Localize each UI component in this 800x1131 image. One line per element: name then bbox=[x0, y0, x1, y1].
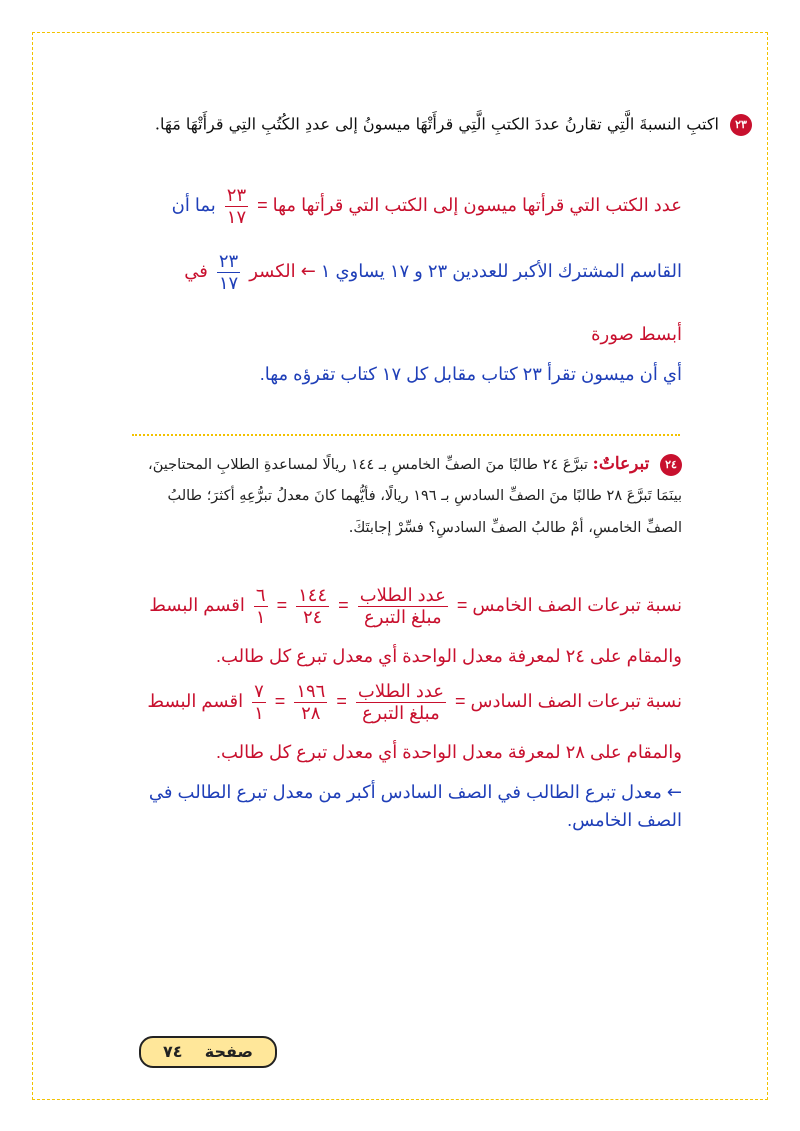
q23-line2-fraction bbox=[217, 252, 240, 293]
q24-question-text-1: تبرَّعَ ٢٤ طالبًا منَ الصفِّ الخامسِ بـ ١٤٤ ريالًا لمساعدةِ الطلابِ المحتاجينَ، bbox=[148, 457, 588, 473]
fraction-denominator: ١٧ bbox=[218, 272, 239, 293]
fraction-denominator: ١ bbox=[255, 606, 266, 627]
q24-conclusion-line1 bbox=[149, 782, 682, 803]
page-number-badge bbox=[139, 1036, 277, 1068]
q23-line1-tail: بما أن bbox=[171, 195, 216, 216]
q23-answer-line3: أبسط صورة bbox=[591, 324, 682, 344]
q24-title: تبرعاتٌ: bbox=[592, 454, 650, 474]
q24-a2-fraction-numbers bbox=[294, 682, 327, 723]
q23-line1-fraction bbox=[225, 186, 248, 227]
q24-a2-label: نسبة تبرعات الصف السادس = bbox=[455, 691, 682, 712]
q23-line2-kasr: الكسر bbox=[249, 261, 296, 282]
fraction-numerator: عدد الطلاب bbox=[357, 681, 445, 701]
fraction-denominator: ٢٨ bbox=[294, 702, 327, 723]
fraction-numerator: ١٤٤ bbox=[298, 585, 328, 605]
page-number: ٧٤ bbox=[162, 1042, 183, 1061]
page-word: صفحة bbox=[204, 1042, 254, 1061]
q24-question-line2: بينَمَا تَبرَّعَ ٢٨ طالبًا منَ الصفِّ السادسِ بـ ١٩٦ ريالًا، فأيُّهما كانَ معدلُ تبرُّعِهِ أكثرَ؛ طالبُ bbox=[167, 488, 682, 504]
q23-number-badge: ٢٣ bbox=[730, 114, 752, 136]
q23-line2-tail: في bbox=[184, 261, 208, 282]
q23-answer-line2 bbox=[184, 252, 682, 293]
arrow-icon: ← bbox=[300, 261, 316, 283]
fraction-denominator: ٢٤ bbox=[296, 606, 329, 627]
fraction-denominator: مبلغ التبرع bbox=[358, 606, 448, 627]
fraction-numerator: ٧ bbox=[254, 681, 264, 701]
fraction-numerator: ٦ bbox=[255, 585, 266, 605]
q24-number-badge: ٢٤ bbox=[660, 454, 682, 476]
q24-conclusion-line2: الصف الخامس. bbox=[567, 810, 682, 830]
q24-answer1-line2: والمقام على ٢٤ لمعرفة معدل الواحدة أي معدل تبرع كل طالب. bbox=[215, 646, 682, 666]
q23-answer-line4: أي أن ميسون تقرأ ٢٣ كتاب مقابل كل ١٧ كتاب تقرؤه مها. bbox=[259, 364, 682, 384]
fraction-numerator: عدد الطلاب bbox=[359, 585, 446, 605]
section-divider bbox=[132, 434, 680, 436]
fraction-denominator: ١٧ bbox=[226, 206, 247, 227]
fraction-numerator: ١٩٦ bbox=[296, 681, 326, 701]
fraction-numerator: ٢٣ bbox=[218, 251, 239, 271]
arrow-icon: ← bbox=[666, 782, 682, 803]
q24-answer2-line2: والمقام على ٢٨ لمعرفة معدل الواحدة أي معدل تبرع كل طالب. bbox=[215, 742, 682, 762]
q24-a1-fraction-numbers bbox=[296, 586, 329, 627]
q24-a2-fraction-words bbox=[356, 682, 446, 723]
q24-a1-tail: اقسم البسط bbox=[149, 595, 245, 616]
q23-answer-line1 bbox=[172, 186, 682, 227]
q24-answer1: نسبة تبرعات الصف الخامس = $\frac{\text{عدد الطلاب}}{\text{مبلغ التبرع}}$ = $\frac{١٤٤}{٢٤}$ = $\frac{٦}{١}$ اقسم البسط bbox=[149, 585, 682, 627]
q24-a1-fraction-words bbox=[358, 586, 448, 627]
q24-a1-fraction-result bbox=[254, 586, 268, 627]
q23-question-text: اكتبِ النسبةَ الَّتِي تقارنُ عددَ الكتبِ الَّتِي قرأَتْهَا ميسونُ إلى عددِ الكُتُبِ التِي قرأَتْهَا مَهَا. bbox=[154, 114, 719, 134]
fraction-denominator: ١ bbox=[254, 702, 264, 723]
q24-a2-tail: اقسم البسط bbox=[147, 691, 244, 712]
q23-line2-text: القاسم المشترك الأكبر للعددين ٢٣ و ١٧ يساوي ١ bbox=[320, 261, 682, 282]
fraction-numerator: ٢٣ bbox=[226, 185, 247, 205]
q24-question-line1 bbox=[148, 454, 682, 476]
q24-answer2: نسبة تبرعات الصف السادس = $\frac{\text{عدد الطلاب}}{\text{مبلغ التبرع}}$ = $\frac{١٩٦}{٢٨}$ = $\frac{٧}{١}$ اقسم البسط bbox=[147, 681, 682, 723]
q23-question bbox=[155, 114, 752, 136]
q24-question-line3: الصفِّ الخامسِ، أمْ طالبُ الصفِّ السادسِ؟ فسِّرْ إجابتَكَ. bbox=[348, 520, 682, 536]
q24-conclusion-text: معدل تبرع الطالب في الصف السادس أكبر من معدل تبرع الطالب في bbox=[148, 782, 662, 802]
q23-line1-text: عدد الكتب التي قرأتها ميسون إلى الكتب التي قرأتها مها = bbox=[257, 195, 682, 216]
q24-a1-label: نسبة تبرعات الصف الخامس = bbox=[456, 595, 682, 616]
q24-a2-fraction-result bbox=[252, 682, 266, 723]
fraction-denominator: مبلغ التبرع bbox=[356, 702, 446, 723]
